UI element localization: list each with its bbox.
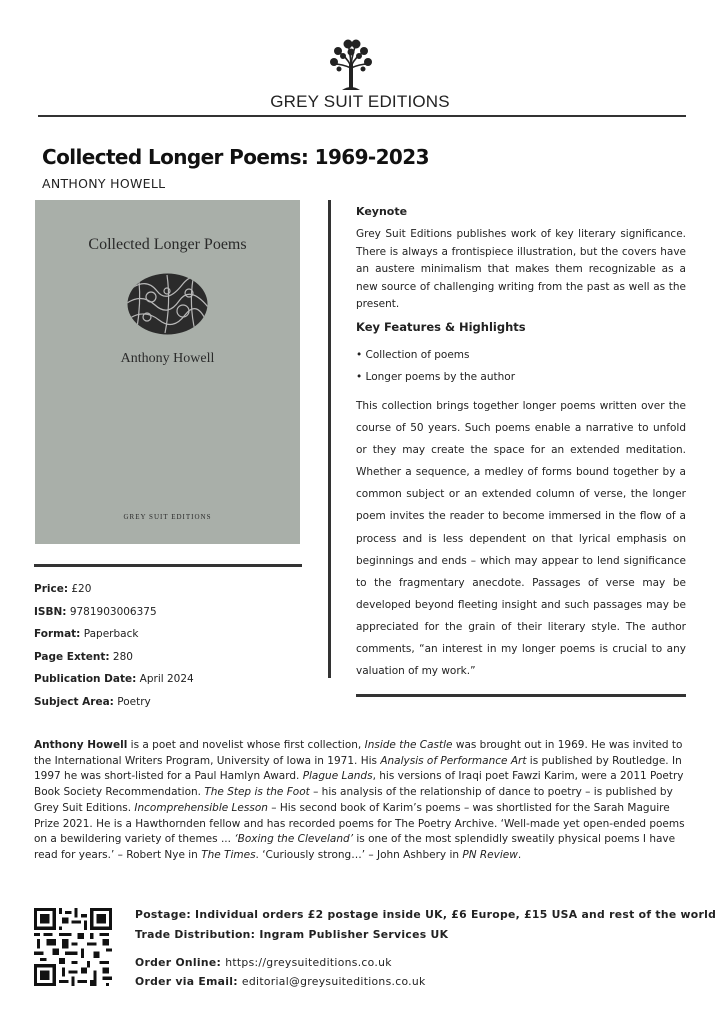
tree-logo-icon [328,38,374,94]
book-details [34,578,194,713]
description-divider [356,694,686,697]
format-row: Format: Paperback [34,628,139,640]
list-item: • Collection of poems [356,349,470,361]
book-description: This collection brings together longer poems written over the course of 50 years. Such poems enable a narrative to unfold or they may create the space for an extended meditation. Whether a sequence, a medley of forms bound together by a common subject or an extended column of verse, the longer poem invites the reader to become immersed in the flow of a process and is less dependent on that lyrical emphasis on beginnings and ends – which may appear to lend significance to the fragmentary anecdote. Passages of verse may be developed beyond fleeting insight and such passages may be appreciated for the grain of their literary style. The author comments, “an interest in my longer poems is crucial to any valuation of my work.” [356,400,686,678]
cover-author: Anthony Howell [120,351,215,366]
features-list [356,344,686,388]
email-link[interactable]: editorial@greysuiteditions.co.uk [241,975,426,988]
trade-distribution: Trade Distribution: Ingram Publisher Services UK [135,928,449,941]
features-heading: Key Features & Highlights [356,320,526,334]
cover-imprint: GREY SUIT EDITIONS [123,513,212,521]
details-divider [34,564,302,567]
keynote-heading: Keynote [356,205,408,218]
price-row: Price: £20 [34,583,92,595]
qr-code-icon[interactable] [34,908,112,986]
website-link[interactable]: https://greysuiteditions.co.uk [225,956,392,969]
book-author: ANTHONY HOWELL [42,176,166,191]
pubdate-row: Publication Date: April 2024 [34,673,194,685]
isbn-row: ISBN: 9781903006375 [34,605,157,618]
subject-row: Subject Area: Poetry [34,695,151,708]
author-bio: Anthony Howell is a poet and novelist whose first collection, Inside the Castle was brought out in 1969. He was invited to the International Writers Program, University of Iowa in 1971. His Analysis of Performance Art is published by Routledge. In 1997 he was short-listed for a Paul Hamlyn Award. Plague Lands, his versions of Iraqi poet Fawzi Karim, were a 2011 Poetry Book Society Recommendation. The Step is the Foot – his analysis of the relationship of dance to poetry – is published by Grey Suit Editions. Incomprehensible Lesson – His second book of Karim’s poems – was shortlisted for the Sarah Maguire Prize 2021. He is a Hawthornden fellow and has recorded poems for The Poetry Archive. ‘Well-made yet open-ended poems on a bewildering variety of themes ... ‘Boxing the Cleveland’ is one of the most splendidly sweatily physical poems I have read for years.’ – Robert Nye in The Times. ‘Curiously strong…’ – John Ashbery in PN Review. [34,739,685,861]
list-item: • Longer poems by the author [356,371,516,383]
keynote-text: Grey Suit Editions publishes work of key literary significance. There is always a frontispiece illustration, but the covers have an austere minimalism that makes them recognizable as a new source of challenging writing from the past as well as the present. [356,228,686,311]
pages-row: Page Extent: 280 [34,650,133,663]
column-divider [328,200,331,678]
book-title: Collected Longer Poems: 1969-2023 [42,145,429,169]
order-online: Order Online: https://greysuiteditions.co.uk [135,956,392,969]
cover-title: Collected Longer Poems [88,236,247,253]
header-divider [38,115,686,117]
postage-info: Postage: Individual orders £2 postage inside UK, £6 Europe, £15 USA and rest of the world [135,908,717,921]
order-email: Order via Email: editorial@greysuiteditions.co.uk [135,975,426,988]
publisher-name: GREY SUIT EDITIONS [270,92,450,111]
cover-illustration [127,273,208,335]
book-cover [35,200,300,544]
